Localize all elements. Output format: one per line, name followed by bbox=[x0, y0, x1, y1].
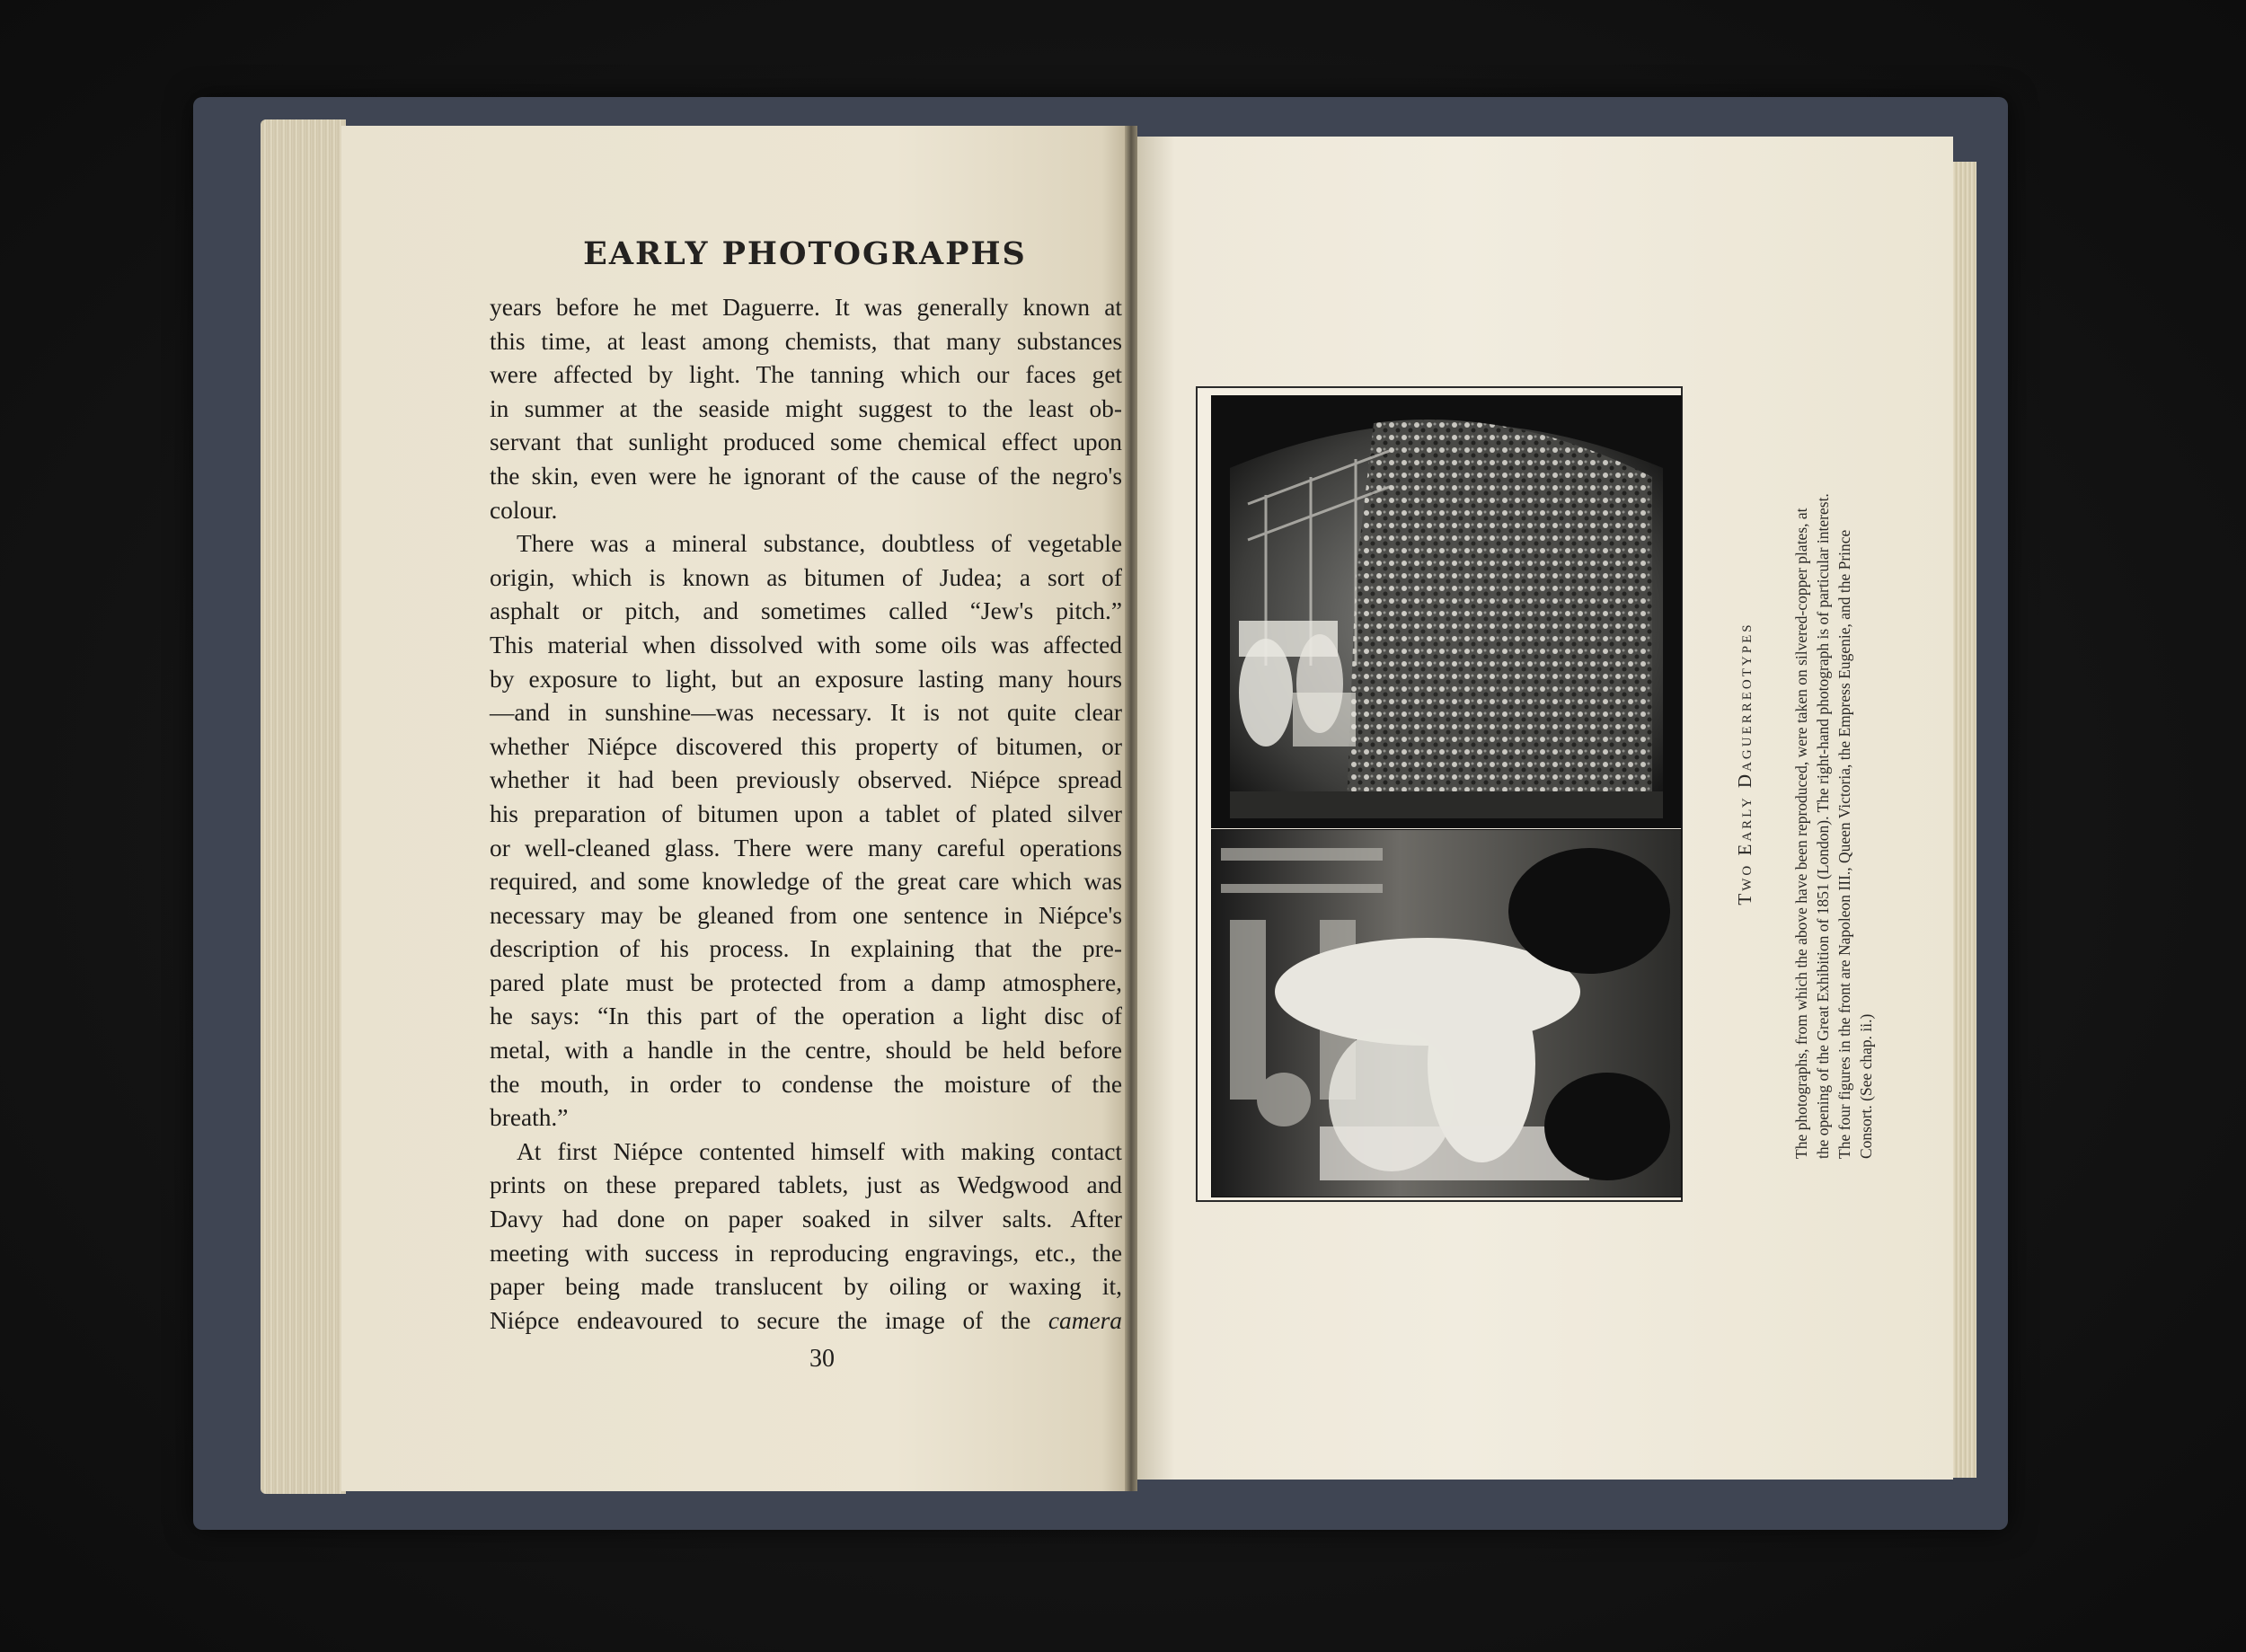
page-edges-right bbox=[1950, 162, 1976, 1478]
text-line: the skin, even were he ignorant of the cause of the negro's bbox=[490, 462, 1122, 490]
daguerreotype-photo-crowd bbox=[1211, 395, 1682, 828]
body-text bbox=[490, 291, 1122, 1338]
text-line: by exposure to light, but an exposure lasting many hours bbox=[490, 665, 1122, 693]
caption-line: the opening of the Great Exhibition of 1851 (London). The right-hand photograph is of particular interest. bbox=[1814, 493, 1832, 1159]
text-line: the mouth, in order to condense the moisture of the bbox=[490, 1070, 1122, 1098]
caption-line: The four figures in the front are Napoleon III., Queen Victoria, the Empress Eugenie, and the Prince bbox=[1835, 529, 1853, 1159]
text-line: were affected by light. The tanning which our faces get bbox=[490, 361, 1122, 389]
italic-word: camera bbox=[1048, 1306, 1122, 1334]
caption-title: Two Early Daguerreotypes bbox=[1734, 622, 1755, 906]
text-line: paper being made translucent by oiling or waxing it, bbox=[490, 1273, 1122, 1301]
text-line: pared plate must be protected from a damp atmosphere, bbox=[490, 968, 1122, 996]
text-line: in summer at the seaside might suggest to the least ob- bbox=[490, 394, 1122, 422]
daguerreotype-photo-statue bbox=[1211, 829, 1682, 1197]
text-line: metal, with a handle in the centre, should be held before bbox=[490, 1037, 1122, 1065]
text-line: asphalt or pitch, and sometimes called “Jew's pitch.” bbox=[490, 597, 1122, 625]
text-line: origin, which is known as bitumen of Judea; a sort of bbox=[490, 563, 1122, 591]
text-line: breath.” bbox=[490, 1104, 569, 1132]
text-line: whether it had been previously observed. Niépce spread bbox=[490, 766, 1122, 794]
caption-line: Consort. (See chap. ii.) bbox=[1857, 1013, 1875, 1159]
caption-text bbox=[1791, 368, 1877, 1159]
text-line: required, and some knowledge of the great care which was bbox=[490, 868, 1122, 896]
text-line: prints on these prepared tablets, just as Wedgwood and bbox=[490, 1171, 1122, 1199]
text-line: This material when dissolved with some oils was affected bbox=[490, 631, 1122, 658]
running-head: EARLY PHOTOGRAPHS bbox=[583, 235, 1027, 272]
text-line: description of his process. In explaining that the pre- bbox=[490, 935, 1122, 963]
text-line: At first Niépce contented himself with making contact bbox=[517, 1137, 1122, 1165]
text-line: or well-cleaned glass. There were many careful operations bbox=[490, 834, 1122, 861]
plate-caption bbox=[1734, 368, 1877, 1159]
text-line: necessary may be gleaned from one sentence in Niépce's bbox=[490, 901, 1122, 929]
text-line: Niépce endeavoured to secure the image of the camera bbox=[490, 1306, 1122, 1334]
page-edges-left bbox=[261, 119, 346, 1494]
text-line: he says: “In this part of the operation a light disc of bbox=[490, 1003, 1122, 1030]
text-line: whether Niépce discovered this property of bitumen, or bbox=[490, 732, 1122, 760]
text-line: years before he met Daguerre. It was generally known at bbox=[490, 294, 1122, 321]
text-line: meeting with success in reproducing engravings, etc., the bbox=[490, 1239, 1122, 1267]
caption-line: The photographs, from which the above have been reproduced, were taken on silvered-copper plates, at bbox=[1792, 508, 1810, 1159]
text-line: his preparation of bitumen upon a tablet of plated silver bbox=[490, 799, 1122, 827]
book-gutter bbox=[1125, 126, 1137, 1491]
text-line: this time, at least among chemists, that many substances bbox=[490, 327, 1122, 355]
text-line: —and in sunshine—was necessary. It is not quite clear bbox=[490, 699, 1122, 727]
text-line: There was a mineral substance, doubtless of vegetable bbox=[517, 530, 1122, 558]
text-line: colour. bbox=[490, 496, 558, 524]
text-line: Davy had done on paper soaked in silver salts. After bbox=[490, 1206, 1122, 1233]
page-number: 30 bbox=[809, 1345, 835, 1373]
text-line: servant that sunlight produced some chemical effect upon bbox=[490, 428, 1122, 456]
